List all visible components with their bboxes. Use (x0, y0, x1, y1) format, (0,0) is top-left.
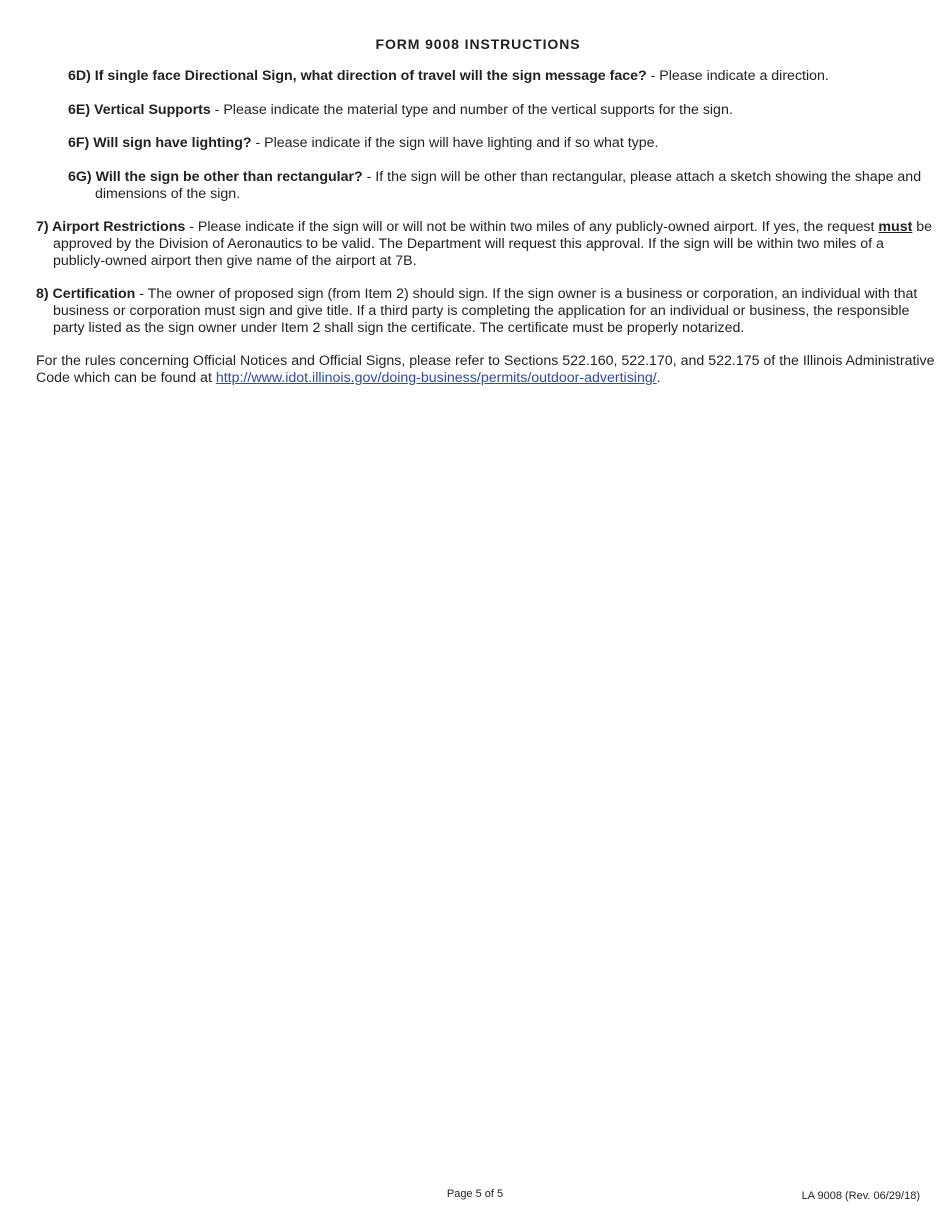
instruction-6g (68, 169, 928, 203)
form-revision: LA 9008 (Rev. 06/29/18) (801, 1190, 920, 1202)
instruction-6d-label: 6D) If single face Directional Sign, what direction of travel will the sign message face? (68, 68, 647, 84)
instruction-8 (36, 286, 936, 337)
instruction-6d-text: - Please indicate a direction. (646, 68, 829, 84)
instruction-6f-label: 6F) Will sign have lighting? (68, 135, 252, 151)
instruction-6e-label: 6E) Vertical Supports (68, 102, 211, 118)
page-title: FORM 9008 INSTRUCTIONS (375, 36, 581, 52)
instruction-7-label: 7) Airport Restrictions (36, 219, 186, 235)
instruction-6f (68, 135, 928, 152)
idot-outdoor-advertising-link[interactable]: http://www.idot.illinois.gov/doing-business/permits/outdoor-advertising/ (215, 370, 657, 386)
instruction-7 (36, 219, 936, 270)
instruction-6f-text: - Please indicate if the sign will have lighting and if so what type. (251, 135, 659, 151)
instruction-6g-label: 6G) Will the sign be other than rectangular? (68, 169, 363, 185)
instruction-8-label: 8) Certification (36, 286, 136, 302)
instruction-6g-text: - If the sign will be other than rectangular, please attach a sketch showing the shape and dimensions of the sign. (95, 169, 922, 202)
page-number: Page 5 of 5 (446, 1188, 504, 1200)
instruction-7-text-before: - Please indicate if the sign will or will not be within two miles of any publicly-owned airport. If yes, the request (185, 219, 879, 235)
instruction-7-text-after: be approved by the Division of Aeronautics to be valid. The Department will request this approval. If the sign will be within two miles of a publicly-owned airport then give name of the airport at 7B. (53, 219, 933, 269)
instruction-6e-text: - Please indicate the material type and number of the vertical supports for the sign. (210, 102, 733, 118)
instruction-8-text: - The owner of proposed sign (from Item 2) should sign. If the sign owner is a business or corporation, an individual with that business or corporation must sign and give title. If a third party is completing the application for an individual or business, the responsible party listed as the sign owner under Item 2 shall sign the certificate. The certificate must be properly notarized. (53, 286, 918, 336)
rules-note-text: For the rules concerning Official Notices and Official Signs, please refer to Sections 522.160, 522.170, and 522.175 of the Illinois Administrative Code which can be found at (36, 353, 935, 386)
instruction-6d (68, 68, 928, 85)
instruction-6e (68, 102, 928, 119)
rules-note (36, 353, 936, 387)
rules-note-end: . (656, 370, 661, 386)
instruction-7-emphasis: must (878, 219, 913, 235)
